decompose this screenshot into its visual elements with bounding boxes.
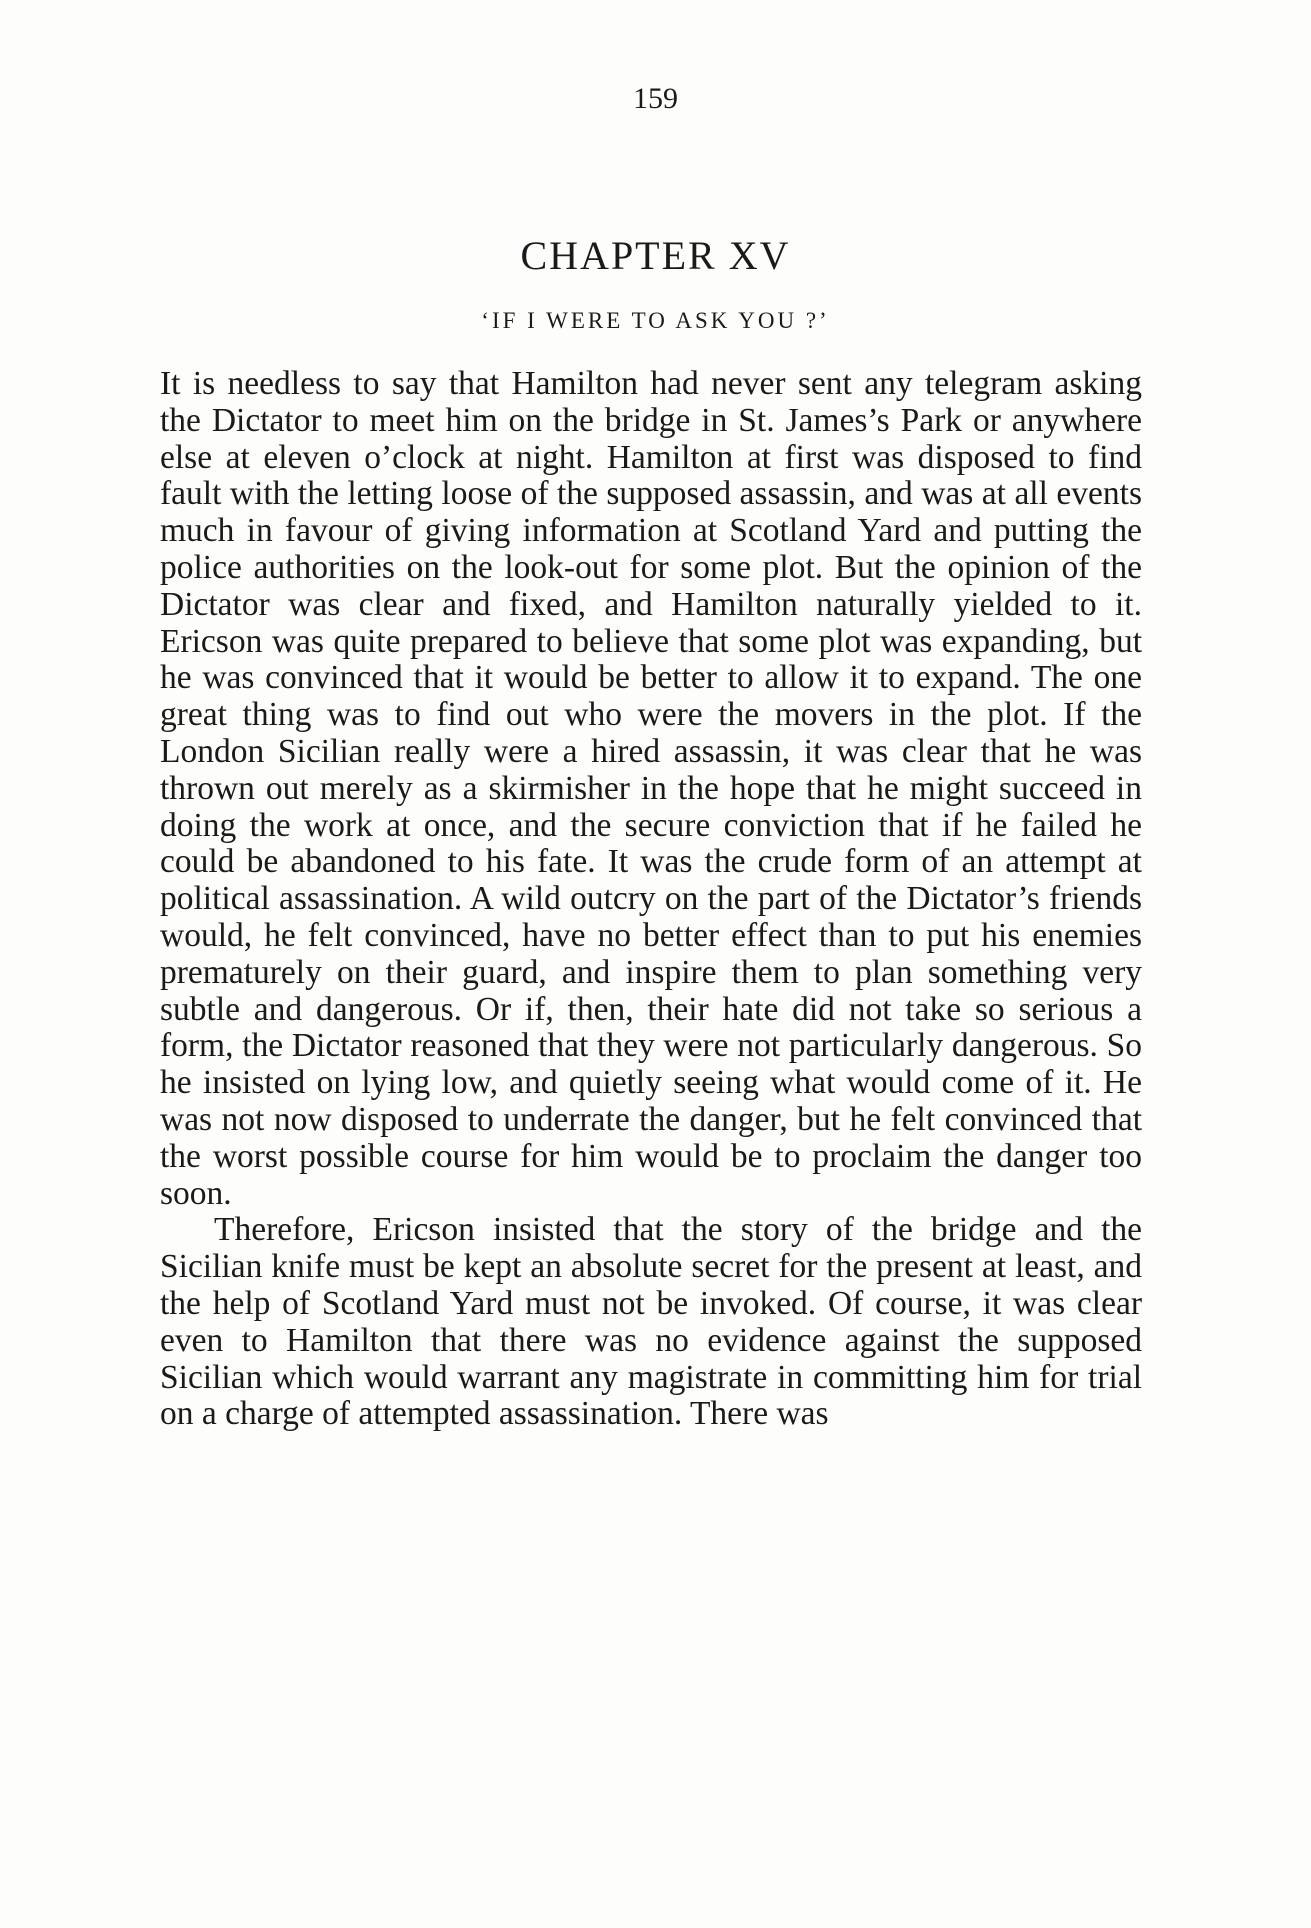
chapter-title: CHAPTER XV xyxy=(520,233,791,278)
chapter-subtitle: ‘IF I WERE TO ASK YOU ?’ xyxy=(481,308,830,333)
page-number: 159 xyxy=(633,82,678,115)
paragraph-2: Therefore, Ericson insisted that the story of the bridge and the Sicilian knife must be kept an absolute secret for the present at least, and the help of Scotland Yard must not be invoked. Of course, it was clear even to Hamilton that there was no evidence against the supposed Sicilian which would warrant any magistrate in committing him for trial on a charge of attempted assassination. There was xyxy=(160,1211,1142,1433)
chapter-body xyxy=(160,366,1142,1433)
paragraph-1: It is needless to say that Hamilton had never sent any telegram asking the Dictator to meet him on the bridge in St. James’s Park or anywhere else at eleven o’clock at night. Hamilton at first was disposed to find fault with the letting loose of the supposed assassin, and was at all events much in favour of giving information at Scotland Yard and putting the police authorities on the look-out for some plot. But the opinion of the Dictator was clear and fixed, and Hamilton naturally yielded to it. Ericson was quite prepared to believe that some plot was expanding, but he was convinced that it would be better to allow it to expand. The one great thing was to find out who were the movers in the plot. If the London Sicilian really were a hired assassin, it was clear that he was thrown out merely as a skirmisher in the hope that he might succeed in doing the work at once, and the secure conviction that if he failed he could be abandoned to his fate. It was the crude form of an attempt at political assassination. A wild outcry on the part of the Dictator’s friends would, he felt convinced, have no better effect than to put his enemies prematurely on their guard, and inspire them to plan something very subtle and dangerous. Or if, then, their hate did not take so serious a form, the Dictator reasoned that they were not particularly dangerous. So he insisted on lying low, and quietly seeing what would come of it. He was not now disposed to underrate the danger, but he felt convinced that the worst possible course for him would be to proclaim the danger too soon. xyxy=(160,365,1142,1212)
